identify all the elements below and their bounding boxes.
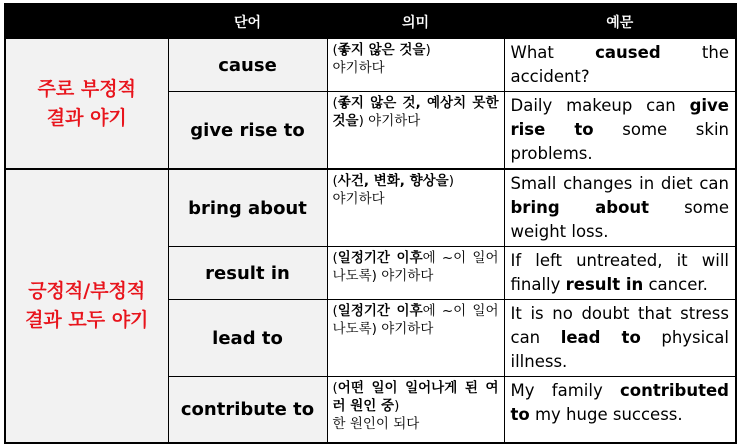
meaning-bold: 사건, 변화, 향상을 [337,173,449,189]
meaning-cell [327,39,504,92]
paren-open: ( [332,250,338,266]
example-text: physical illness. [510,328,729,371]
meaning-bold: 일정기간 이후 [337,303,423,319]
meaning-cell [327,300,504,377]
paren-open: ( [332,380,338,396]
example-text: If left untreated, it will finally [510,251,729,294]
paren-open: ( [332,173,338,189]
meaning-bold: 좋지 않은 것을 [337,42,426,58]
example-text: Daily makeup can [510,96,690,115]
example-cell [504,377,736,443]
meaning-rest: 야기하다 [363,113,421,129]
meaning-cell [327,247,504,300]
table-row [5,39,736,92]
meaning-rest: 야기하다 [376,268,434,284]
table-row [5,169,736,247]
example-text: My family [510,381,620,400]
term-cell: give rise to [168,92,327,170]
category-line: 주로 부정적 [37,77,136,100]
term-cell: bring about [168,169,327,247]
category-negative [5,39,168,170]
header-meaning: 의미 [327,4,504,39]
example-text: cancer. [643,275,708,294]
vocab-table [4,3,737,444]
paren-close: ) [371,268,377,284]
meaning-rest: 한 원인이 되다 [332,416,420,432]
term-cell: lead to [168,300,327,377]
example-text: What [510,43,596,62]
example-cell [504,300,736,377]
meaning-rest: 야기하다 [376,321,434,337]
example-bold: caused [595,43,661,62]
example-text: It is no doubt that stress can [510,304,729,347]
example-cell [504,39,736,92]
meaning-cell [327,92,504,170]
example-cell [504,92,736,170]
header-example: 예문 [504,4,736,39]
example-bold: lead to [560,328,641,347]
meaning-mid: 에 ~이 일어나도록 [332,250,499,284]
term-cell: result in [168,247,327,300]
paren-open: ( [332,95,338,111]
example-bold: result in [565,275,644,294]
paren-close: ) [371,321,377,337]
category-line: 긍정적/부정적 [28,279,146,302]
header-category [5,4,168,39]
category-line: 결과 모두 야기 [25,308,149,331]
category-line: 결과 야기 [46,106,127,129]
example-text: some skin problems. [510,120,729,163]
meaning-rest: 야기하다 [332,60,385,76]
meaning-bold: 일정기간 이후 [337,250,423,266]
header-row [5,4,736,39]
example-text: Small changes in diet can [510,174,729,193]
category-both [5,169,168,443]
term-cell: contribute to [168,377,327,443]
header-word: 단어 [168,4,327,39]
meaning-rest: 야기하다 [332,191,385,207]
example-text: some weight loss. [510,198,729,241]
example-cell [504,169,736,247]
meaning-bold: 좋지 않은 것, 예상치 못한 것을 [332,95,499,129]
example-cell [504,247,736,300]
example-bold: bring about [510,198,650,217]
example-text: my huge success. [529,405,683,424]
paren-open: ( [332,42,338,58]
paren-open: ( [332,303,338,319]
example-text: the accident? [510,43,729,86]
paren-close: ) [448,173,455,189]
paren-close: ) [425,42,431,58]
meaning-bold: 어떤 일이 일어나게 된 여러 원인 중 [332,380,499,414]
example-bold: give rise to [510,96,729,139]
paren-close: ) [358,113,364,129]
term-cell: cause [168,39,327,92]
meaning-mid: 에 ~이 일어나도록 [332,303,499,337]
paren-close: ) [394,398,400,414]
meaning-cell [327,377,504,443]
example-bold: contributed to [510,381,729,424]
meaning-cell [327,169,504,247]
